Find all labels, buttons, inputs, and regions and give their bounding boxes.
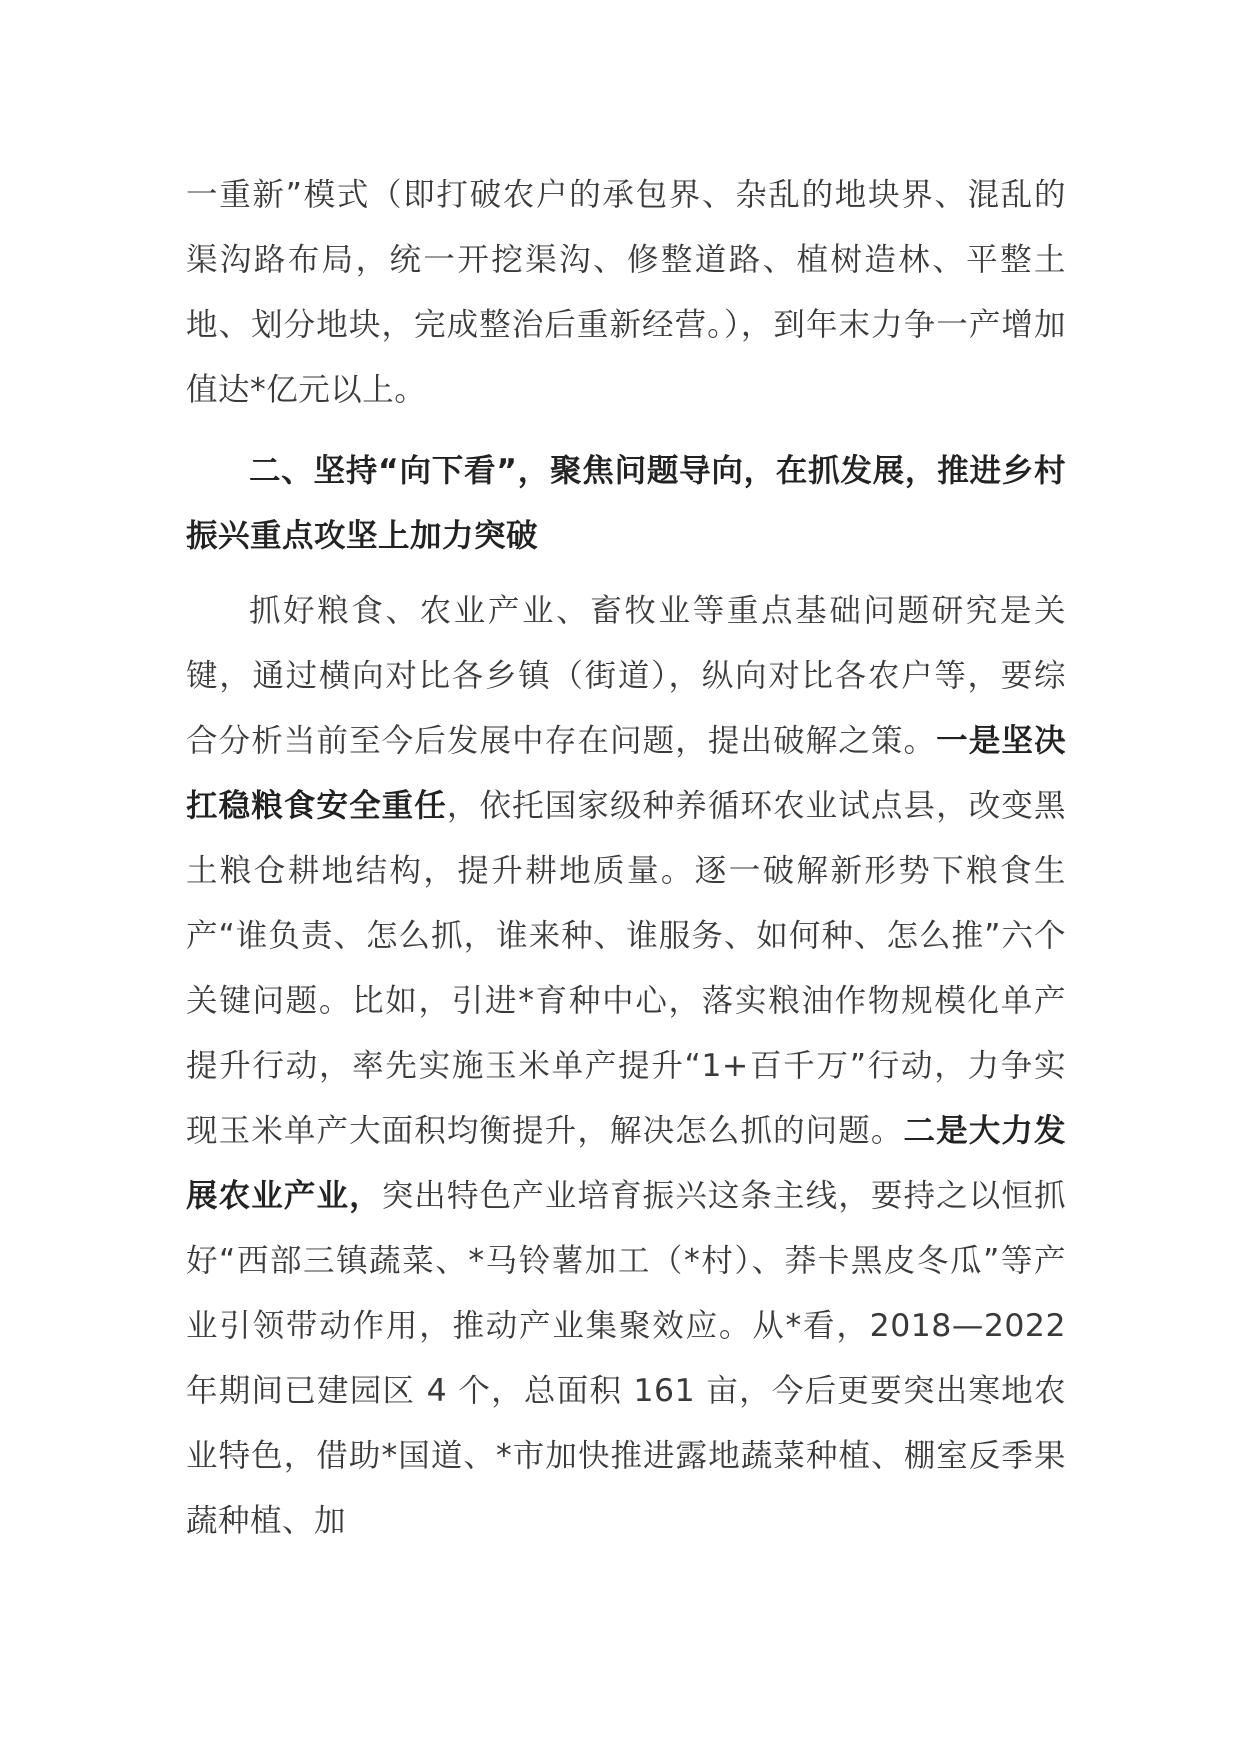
paragraph-intro: 抓好粮食、农业产业、畜牧业等重点基础问题研究是关键，通过横向对比各乡镇（街道），纵向对比各农户等，要综合分析当前至今后发展中存在问题，提出破解之策。 — [186, 593, 1066, 759]
section-heading: 二、坚持“向下看”，聚焦问题导向，在抓发展，推进乡村振兴重点攻坚上加力突破 — [186, 453, 1066, 554]
paragraph-main — [186, 579, 1066, 1554]
point-one-text: ，依托国家级种养循环农业试点县，改变黑土粮仓耕地结构，提升耕地质量。逐一破解新形势下粮食生产“谁负责、怎么抓，谁来种、谁服务、如何种、怎么推”六个关键问题。比如，引进*育种中心，落实粮油作物规模化单产提升行动，率先实施玉米单产提升“1+百千万”行动，力争实现玉米单产大面积均衡提升，解决怎么抓的问题。 — [186, 788, 1066, 1149]
point-two-text: 突出特色产业培育振兴这条主线，要持之以恒抓好“西部三镇蔬菜、*马铃薯加工（*村）、莽卡黑皮冬瓜”等产业引领带动作用，推动产业集聚效应。从*看，2018—2022 年期间已建园区 4 个，总面积 161 亩，今后更要突出寒地农业特色，借助*国道、*市加快推进露地蔬菜种植、棚室反季果蔬种植、加 — [186, 1178, 1066, 1539]
point-two-heading: 二是大力发展农业产业， — [186, 1113, 1066, 1214]
paragraph-continuation: 一重新”模式（即打破农户的承包界、杂乱的地块界、混乱的渠沟路布局，统一开挖渠沟、修整道路、植树造林、平整土地、划分地块，完成整治后重新经营。），到年末力争一产增加值达*亿元以上。 — [186, 177, 1066, 408]
document-body — [186, 163, 1066, 1554]
point-one-heading: 一是坚决扛稳粮食安全重任 — [186, 723, 1066, 824]
